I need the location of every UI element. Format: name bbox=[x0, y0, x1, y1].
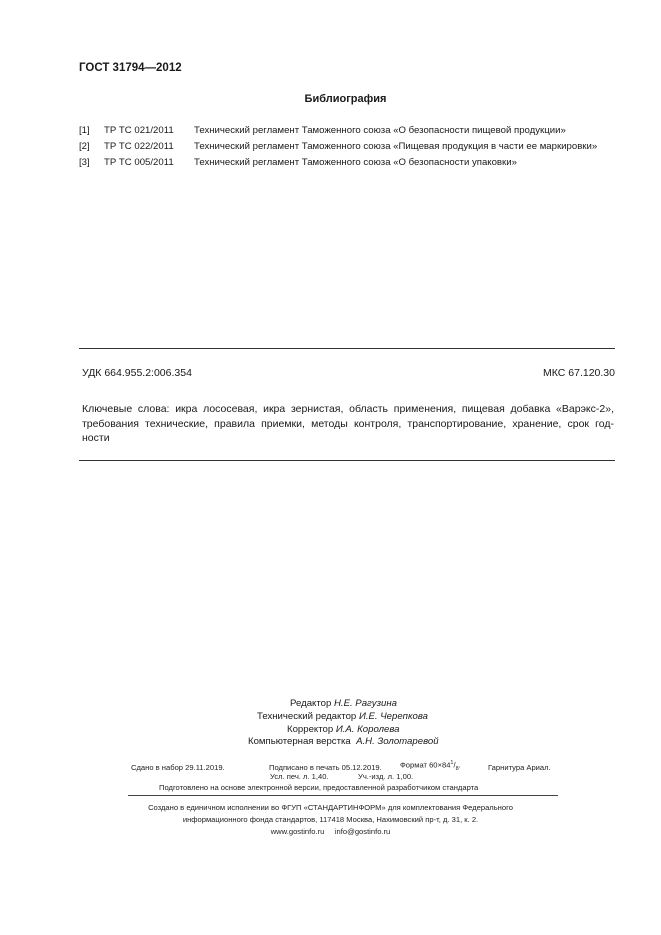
print-signed: Подписано в печать 05.12.2019. bbox=[269, 763, 382, 772]
bibliography-item-code: ТР ТС 005/2011 bbox=[104, 157, 174, 168]
keywords-block bbox=[82, 402, 614, 446]
publisher-contacts bbox=[0, 826, 661, 838]
credit-role: Компьютерная верстка bbox=[248, 736, 351, 748]
standard-number: ГОСТ 31794—2012 bbox=[79, 62, 182, 74]
bibliography-item-number: [3] bbox=[79, 157, 90, 168]
bibliography-item-title: Технический регламент Таможенного союза «Пищевая продукция в части ее маркировки» bbox=[194, 141, 598, 152]
keywords-line: Ключевые слова: икра лососевая, икра зернистая, область применения, пищевая добавка «Варэкс-2», bbox=[82, 403, 614, 415]
credit-tech-editor bbox=[0, 711, 661, 724]
credit-layout bbox=[0, 736, 661, 749]
print-format-denominator: 8 bbox=[455, 766, 459, 773]
print-font: Гарнитура Ариал. bbox=[488, 763, 551, 772]
print-pub-sheets: Уч.-изд. л. 1,00. bbox=[358, 772, 414, 781]
bibliography-item-code: ТР ТС 021/2011 bbox=[104, 125, 174, 136]
divider-top bbox=[79, 348, 615, 349]
credit-name: И.Е. Черепкова bbox=[358, 710, 428, 722]
publisher-website[interactable]: www.gostinfo.ru bbox=[270, 827, 325, 836]
credit-role: Редактор bbox=[290, 698, 332, 709]
divider-bottom bbox=[79, 460, 615, 461]
udk-code: УДК 664.955.2:006.354 bbox=[82, 367, 192, 379]
credit-corrector bbox=[0, 724, 661, 737]
credit-name: А.Н. Золотаревой bbox=[356, 736, 439, 748]
print-format-numerator: 1 bbox=[450, 760, 454, 766]
bibliography-title: Библиография bbox=[304, 93, 387, 105]
print-submitted: Сдано в набор 29.11.2019. bbox=[131, 763, 225, 772]
bibliography-item-number: [1] bbox=[79, 125, 90, 136]
credit-name: Н.Е. Рагузина bbox=[333, 698, 397, 709]
credit-editor bbox=[0, 698, 661, 711]
bibliography-item-number: [2] bbox=[79, 141, 90, 152]
print-format-suffix: . bbox=[458, 760, 461, 770]
publisher-block bbox=[0, 802, 661, 838]
publisher-line: Создано в единичном исполнении во ФГУП «СТАНДАРТИНФОРМ» для комплектования Федерального bbox=[148, 803, 513, 812]
bibliography-item bbox=[79, 125, 639, 141]
bibliography-item bbox=[79, 157, 639, 173]
bibliography-list bbox=[79, 125, 639, 173]
credit-role: Корректор bbox=[287, 723, 334, 735]
keywords-line: требования технические, правила приемки, методы контроля, транспортирование, хранение, срок год- bbox=[82, 417, 614, 430]
credits-block bbox=[0, 698, 661, 749]
bibliography-item-title: Технический регламент Таможенного союза «О безопасности пищевой продукции» bbox=[194, 125, 566, 136]
bibliography-item-code: ТР ТС 022/2011 bbox=[104, 141, 174, 152]
divider-publisher bbox=[128, 795, 558, 796]
print-format-text: Формат 60×84 bbox=[400, 760, 451, 770]
credit-role: Технический редактор bbox=[257, 710, 357, 722]
bibliography-item bbox=[79, 141, 639, 157]
print-format: Формат $60\times 84^1/_8$. bbox=[400, 760, 461, 773]
publisher-line: информационного фонда стандартов, 117418 Москва, Нахимовский пр-т, д. 31, к. 2. bbox=[182, 815, 479, 824]
credit-name: И.А. Королева bbox=[335, 723, 400, 735]
print-prepared: Подготовлено на основе электронной версии, предоставленной разработчиком стандарта bbox=[159, 783, 479, 792]
print-sheets: Усл. печ. л. 1,40. bbox=[270, 772, 329, 781]
bibliography-item-title: Технический регламент Таможенного союза «О безопасности упаковки» bbox=[194, 157, 517, 168]
mks-code: МКС 67.120.30 bbox=[543, 367, 615, 379]
keywords-line: ности bbox=[82, 432, 110, 444]
publisher-email[interactable]: info@gostinfo.ru bbox=[334, 827, 391, 836]
